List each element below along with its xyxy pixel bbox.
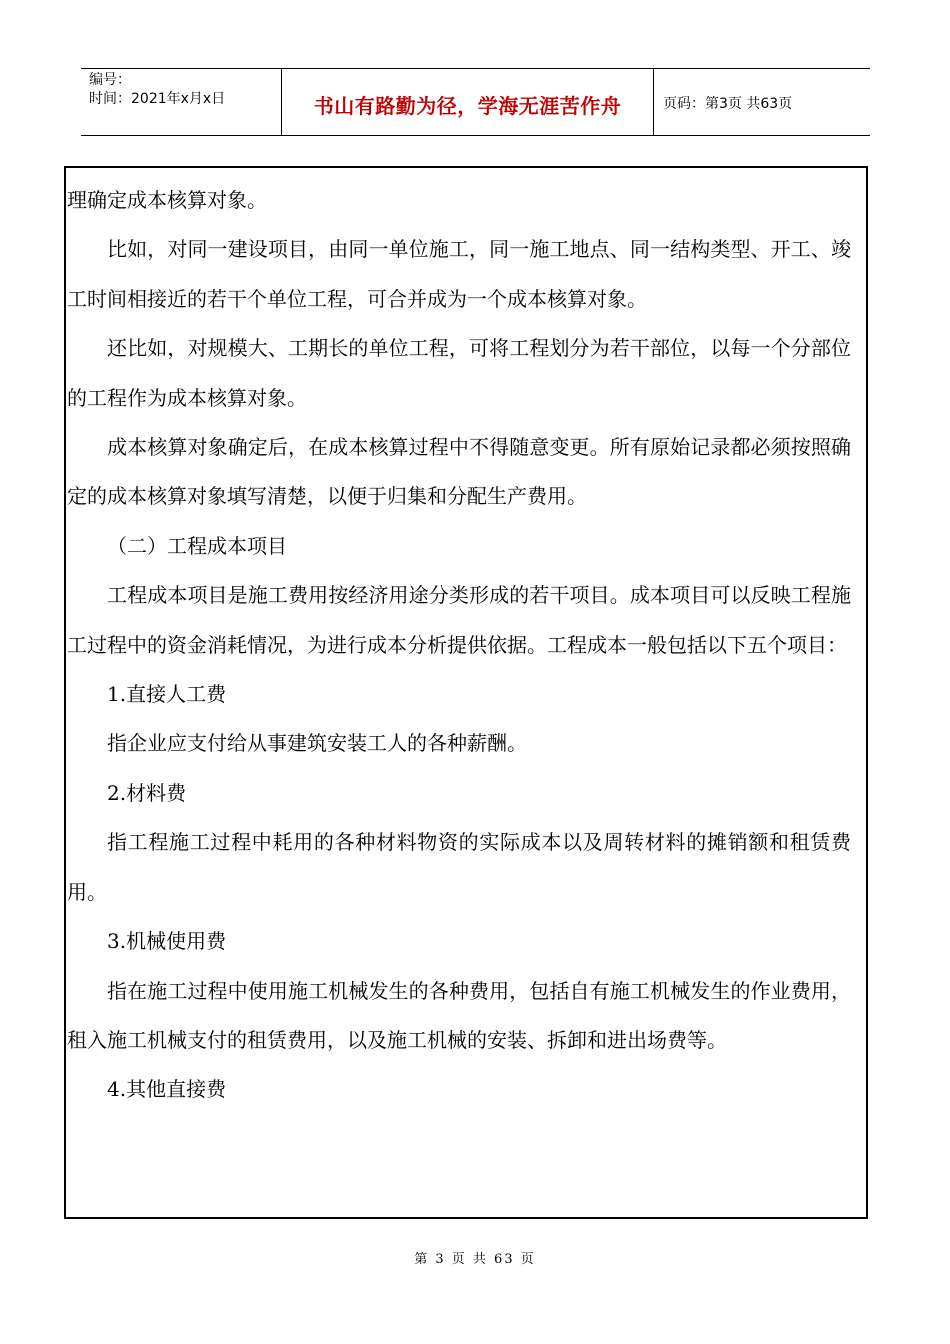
- document-header: [81, 68, 870, 136]
- paragraph: 指企业应支付给从事建筑安装工人的各种薪酬。: [107, 731, 527, 756]
- list-item-heading: 2.材料费: [107, 780, 187, 805]
- paragraph: 理确定成本核算对象。: [67, 188, 267, 212]
- paragraph: 比如，对同一建设项目，由同一单位施工，同一施工地点、同一结构类型、开工、竣工时间相接近的若干个单位工程，可合并成为一个成本核算对象。: [67, 237, 851, 311]
- header-meta: [81, 69, 282, 135]
- document-number-label: 编号：: [89, 72, 131, 88]
- document-time-label: 时间：2021年x月x日: [89, 91, 226, 107]
- paragraph: 成本核算对象确定后，在成本核算过程中不得随意变更。所有原始记录都必须按照确定的成本核算对象填写清楚，以便于归集和分配生产费用。: [67, 435, 851, 509]
- header-page-info: 页码：第3页 共63页: [663, 96, 793, 112]
- paragraph: 指在施工过程中使用施工机械发生的各种费用，包括自有施工机械发生的作业费用，租入施工机械支付的租赁费用，以及施工机械的安装、拆卸和进出场费等。: [67, 978, 851, 1052]
- paragraph: 指工程施工过程中耗用的各种材料物资的实际成本以及周转材料的摊销额和租赁费用。: [67, 830, 851, 904]
- content-frame: [64, 166, 868, 1219]
- paragraph: 还比如，对规模大、工期长的单位工程，可将工程划分为若干部位，以每一个分部位的工程作为成本核算对象。: [67, 336, 851, 410]
- header-motto: 书山有路勤为径，学海无涯苦作舟: [282, 69, 654, 135]
- document-body: [67, 176, 851, 1115]
- section-heading: （二）工程成本项目: [107, 533, 287, 558]
- page-footer: 第 3 页 共 63 页: [414, 1252, 536, 1267]
- list-item-heading: 4.其他直接费: [107, 1077, 227, 1102]
- list-item-heading: 1.直接人工费: [107, 682, 227, 707]
- list-item-heading: 3.机械使用费: [107, 929, 227, 954]
- paragraph: 工程成本项目是施工费用按经济用途分类形成的若干项目。成本项目可以反映工程施工过程中的资金消耗情况，为进行成本分析提供依据。工程成本一般包括以下五个项目：: [67, 583, 851, 657]
